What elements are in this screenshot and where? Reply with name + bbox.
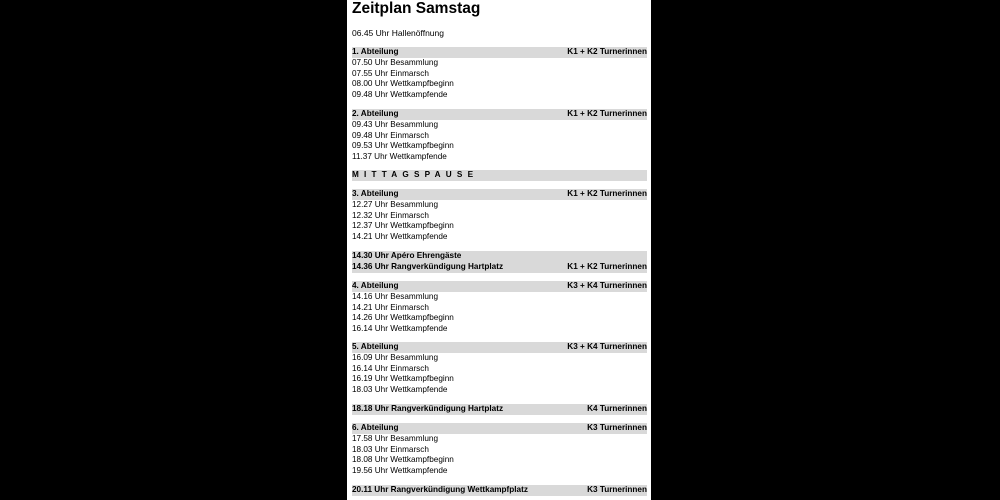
section-header xyxy=(352,189,647,200)
section-4 xyxy=(352,281,647,335)
section-label: 3. Abteilung xyxy=(352,189,399,198)
section-category: K1 + K2 Turnerinnen xyxy=(567,189,647,198)
section-category: K1 + K2 Turnerinnen xyxy=(567,47,647,56)
schedule-row: 16.19 Uhr Wettkampfbeginn xyxy=(352,374,454,384)
section-6 xyxy=(352,423,647,477)
schedule-row: 07.50 Uhr Besammlung xyxy=(352,57,439,67)
event-header xyxy=(352,262,647,273)
section-category: K3 + K4 Turnerinnen xyxy=(567,342,647,351)
section-label: 5. Abteilung xyxy=(352,342,399,351)
schedule-page xyxy=(347,0,651,500)
section-header xyxy=(352,423,647,434)
schedule-row: 07.55 Uhr Einmarsch xyxy=(352,68,429,78)
schedule-row: 16.09 Uhr Besammlung xyxy=(352,352,439,362)
ceremony-block-2 xyxy=(352,404,647,415)
schedule-row: 16.14 Uhr Einmarsch xyxy=(352,363,429,373)
section-5 xyxy=(352,342,647,396)
schedule-row: 11.37 Uhr Wettkampfende xyxy=(352,152,447,162)
section-header xyxy=(352,47,647,58)
section-header xyxy=(352,281,647,292)
lunch-break-bar: MITTAGSPAUSE xyxy=(352,170,647,181)
section-header xyxy=(352,342,647,353)
schedule-row: 18.03 Uhr Wettkampfende xyxy=(352,385,448,395)
section-1 xyxy=(352,47,647,101)
schedule-row: 12.27 Uhr Besammlung xyxy=(352,199,439,209)
event-header xyxy=(352,404,647,415)
schedule-row: 19.56 Uhr Wettkampfende xyxy=(352,466,448,476)
lunch-break-section xyxy=(352,170,647,181)
ceremony-block-3 xyxy=(352,485,647,496)
schedule-row: 12.37 Uhr Wettkampfbeginn xyxy=(352,221,454,231)
section-label: 6. Abteilung xyxy=(352,423,399,432)
section-3 xyxy=(352,189,647,243)
section-category: K3 Turnerinnen xyxy=(587,423,647,432)
event-category: K4 Turnerinnen xyxy=(587,404,647,413)
schedule-row: 18.08 Uhr Wettkampfbeginn xyxy=(352,455,454,465)
event-header xyxy=(352,485,647,496)
ceremony-block-1 xyxy=(352,251,647,273)
section-2 xyxy=(352,109,647,163)
schedule-row: 09.48 Uhr Wettkampfende xyxy=(352,90,448,100)
schedule-row: 14.26 Uhr Wettkampfbeginn xyxy=(352,313,454,323)
schedule-row: 12.32 Uhr Einmarsch xyxy=(352,210,429,220)
event-label: 14.30 Uhr Apéro Ehrengäste xyxy=(352,251,462,260)
event-category: K1 + K2 Turnerinnen xyxy=(567,261,647,271)
section-category: K1 + K2 Turnerinnen xyxy=(567,109,647,118)
schedule-row: 14.21 Uhr Wettkampfende xyxy=(352,232,448,242)
schedule-row: 09.43 Uhr Besammlung xyxy=(352,119,439,129)
schedule-row: 16.14 Uhr Wettkampfende xyxy=(352,324,448,334)
schedule-row: 08.00 Uhr Wettkampfbeginn xyxy=(352,79,454,89)
schedule-row: 14.21 Uhr Einmarsch xyxy=(352,302,429,312)
schedule-row: 09.48 Uhr Einmarsch xyxy=(352,130,429,140)
event-header xyxy=(352,251,647,262)
event-label: 14.36 Uhr Rangverkündigung Hartplatz xyxy=(352,261,504,271)
page-title: Zeitplan Samstag xyxy=(352,0,481,17)
section-label: 4. Abteilung xyxy=(352,281,399,290)
schedule-row: 14.16 Uhr Besammlung xyxy=(352,291,439,301)
section-label: 2. Abteilung xyxy=(352,109,399,118)
schedule-row: 18.03 Uhr Einmarsch xyxy=(352,444,429,454)
section-label: 1. Abteilung xyxy=(352,47,399,56)
schedule-row: 09.53 Uhr Wettkampfbeginn xyxy=(352,141,454,151)
hall-opening: 06.45 Uhr Hallenöffnung xyxy=(352,28,444,38)
event-label: 18.18 Uhr Rangverkündigung Hartplatz xyxy=(352,404,504,413)
section-header xyxy=(352,109,647,120)
event-label: 20.11 Uhr Rangverkündigung Wettkampfplatz xyxy=(352,485,528,494)
section-category: K3 + K4 Turnerinnen xyxy=(567,281,647,290)
event-category: K3 Turnerinnen xyxy=(587,485,647,494)
schedule-row: 17.58 Uhr Besammlung xyxy=(352,433,439,443)
